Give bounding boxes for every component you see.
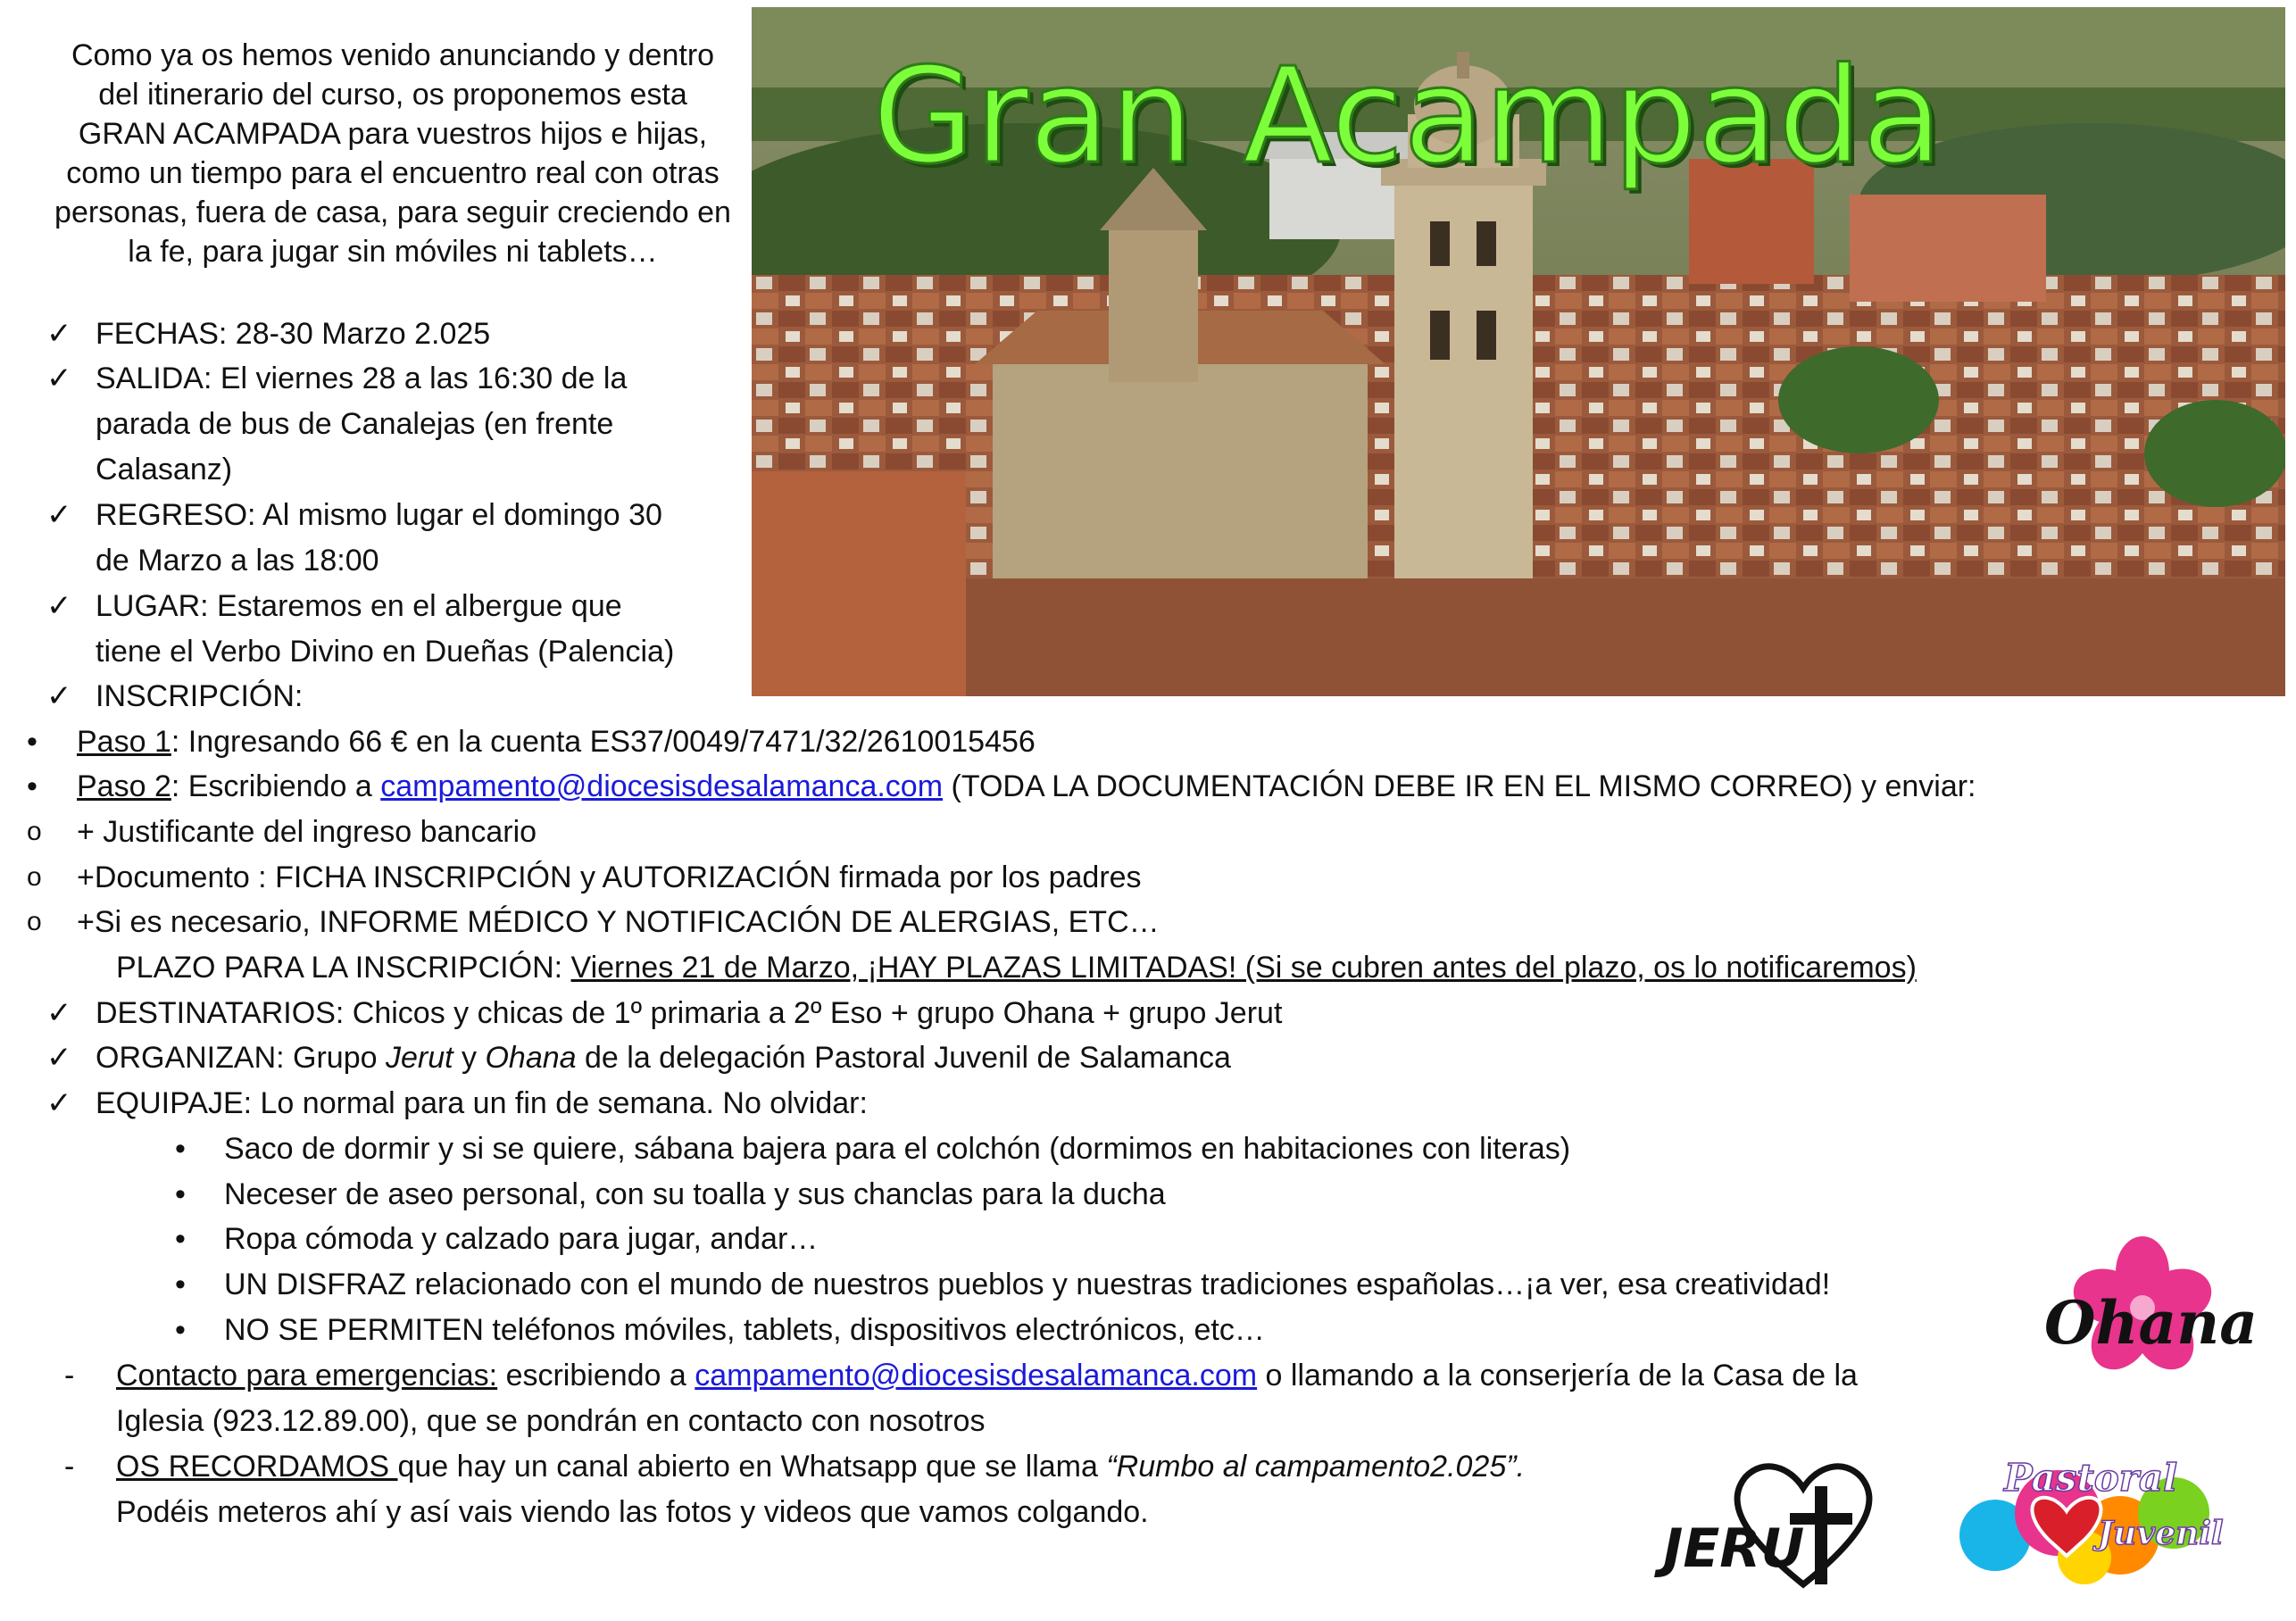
check-icon: ✓	[46, 362, 72, 395]
regreso-text-2: de Marzo a las 18:00	[96, 544, 379, 578]
intro-paragraph: Como ya os hemos venido anunciando y dentro del itinerario del curso, os proponemos esta GRAN ACAMPADA para vuestros hijos e hijas, como un tiempo para el encuentro real con otras personas, fuera de casa, para seguir creciendo en la fe, para jugar sin móviles ni tablets…	[54, 38, 731, 269]
doc-item: + Justificante del ingreso bancario	[77, 815, 537, 849]
title-word-gran: Gran	[872, 39, 1194, 193]
bullet-icon: •	[175, 1177, 186, 1211]
paso1-line	[77, 722, 1036, 761]
email-link[interactable]: campamento@diocesisdesalamanca.com	[695, 1359, 1258, 1392]
circle-bullet-icon: o	[27, 862, 42, 892]
jerut-name: Jerut	[385, 1041, 453, 1075]
ohana-logo-text: Ohana	[2044, 1288, 2258, 1358]
fechas-text: FECHAS: 28-30 Marzo 2.025	[96, 317, 491, 351]
plazo-label: PLAZO PARA LA INSCRIPCIÓN:	[116, 951, 571, 985]
bullet-icon: •	[175, 1268, 186, 1301]
paso2-line	[77, 767, 1976, 806]
salida-text-2: parada de bus de Canalejas (en frente	[96, 407, 614, 441]
equipaje-item: Saco de dormir y si se quiere, sábana bajera para el colchón (dormimos en habitaciones con literas)	[224, 1132, 1571, 1166]
circle-bullet-icon: o	[27, 817, 42, 846]
check-icon: ✓	[46, 317, 72, 351]
contacto-label: Contacto para emergencias:	[116, 1359, 498, 1392]
ohana-logo	[2044, 1236, 2258, 1406]
equipaje-text: EQUIPAJE: Lo normal para un fin de semana. No olvidar:	[96, 1086, 868, 1120]
lugar-text-1: LUGAR: Estaremos en el albergue que	[96, 589, 622, 623]
doc-item: +Documento : FICHA INSCRIPCIÓN y AUTORIZACIÓN firmada por los padres	[77, 860, 1142, 894]
check-icon: ✓	[46, 498, 72, 532]
paso2-label: Paso 2	[77, 769, 171, 803]
ohana-name: Ohana	[485, 1041, 577, 1075]
contacto-line-2: Iglesia (923.12.89.00), que se pondrán en contacto con nosotros	[116, 1404, 986, 1438]
bullet-icon: •	[27, 769, 37, 803]
equipaje-item: NO SE PERMITEN teléfonos móviles, tablets, dispositivos electrónicos, etc…	[224, 1313, 1265, 1347]
pastoral-logo-text: Pastoral	[2004, 1456, 2178, 1500]
paso2-text-a: : Escribiendo a	[171, 769, 381, 803]
bullet-icon: •	[175, 1132, 186, 1166]
juvenil-logo-text: Juvenil	[2098, 1515, 2224, 1552]
whatsapp-channel-name: “Rumbo al campamento2.025”.	[1106, 1450, 1526, 1484]
paso1-text: : Ingresando 66 € en la cuenta ES37/0049/7471/32/2610015456	[171, 725, 1036, 759]
check-icon: ✓	[46, 589, 72, 623]
check-icon: ✓	[46, 679, 72, 713]
salida-text-1: SALIDA: El viernes 28 a las 16:30 de la	[96, 362, 628, 395]
regreso-text-1: REGRESO: Al mismo lugar el domingo 30	[96, 498, 662, 532]
recordamos-label: OS RECORDAMOS	[116, 1450, 398, 1484]
check-icon: ✓	[46, 1086, 72, 1120]
recordamos-line-1	[116, 1447, 1525, 1486]
bullet-icon: •	[27, 725, 37, 759]
equipaje-item: Neceser de aseo personal, con su toalla y sus chanclas para la ducha	[224, 1177, 1166, 1211]
circle-bullet-icon: o	[27, 907, 42, 936]
dash-marker: -	[64, 1359, 75, 1392]
jerut-logo	[1656, 1451, 1897, 1593]
equipaje-item: UN DISFRAZ relacionado con el mundo de nuestros pueblos y nuestras tradiciones españolas…¡a ver, esa creatividad!	[224, 1268, 1831, 1301]
recordamos-line-2: Podéis meteros ahí y así vais viendo las fotos y videos que vamos colgando.	[116, 1495, 1149, 1529]
destinatarios-text: DESTINATARIOS: Chicos y chicas de 1º primaria a 2º Eso + grupo Ohana + grupo Jerut	[96, 996, 1283, 1030]
jerut-logo-text: JERU	[1663, 1517, 1805, 1580]
pastoral-juvenil-logo	[1942, 1451, 2236, 1593]
plazo-line	[116, 948, 1917, 987]
inscripcion-heading: INSCRIPCIÓN:	[96, 679, 304, 713]
paso2-text-b: (TODA LA DOCUMENTACIÓN DEBE IR EN EL MISMO CORREO) y enviar:	[943, 769, 1976, 803]
equipaje-item: Ropa cómoda y calzado para jugar, andar…	[224, 1222, 819, 1256]
dash-marker: -	[64, 1450, 75, 1484]
bullet-icon: •	[175, 1313, 186, 1347]
email-link[interactable]: campamento@diocesisdesalamanca.com	[380, 769, 944, 803]
organizan-line	[96, 1038, 1231, 1077]
organizan-text-b: y	[453, 1041, 486, 1075]
town-photo	[752, 7, 2285, 696]
organizan-text-a: ORGANIZAN: Grupo	[96, 1041, 386, 1075]
check-icon: ✓	[46, 1041, 72, 1075]
contacto-text-a: escribiendo a	[497, 1359, 695, 1392]
plazo-text: Viernes 21 de Marzo, ¡HAY PLAZAS LIMITADAS! (Si se cubren antes del plazo, os lo notificaremos)	[570, 951, 1917, 985]
contacto-line-1	[116, 1356, 1858, 1395]
doc-item: +Si es necesario, INFORME MÉDICO Y NOTIFICACIÓN DE ALERGIAS, ETC…	[77, 905, 1160, 939]
check-icon: ✓	[46, 996, 72, 1030]
bullet-icon: •	[175, 1222, 186, 1256]
paso1-label: Paso 1	[77, 725, 171, 759]
recordamos-text-a: que hay un canal abierto en Whatsapp que se llama	[397, 1450, 1107, 1484]
lugar-text-2: tiene el Verbo Divino en Dueñas (Palencia)	[96, 635, 675, 669]
salida-text-3: Calasanz)	[96, 453, 233, 486]
contacto-text-b: o llamando a la conserjería de la Casa de la	[1257, 1359, 1858, 1392]
title-word-acampada: Acampada	[1243, 39, 1943, 193]
organizan-text-c: de la delegación Pastoral Juvenil de Salamanca	[576, 1041, 1231, 1075]
